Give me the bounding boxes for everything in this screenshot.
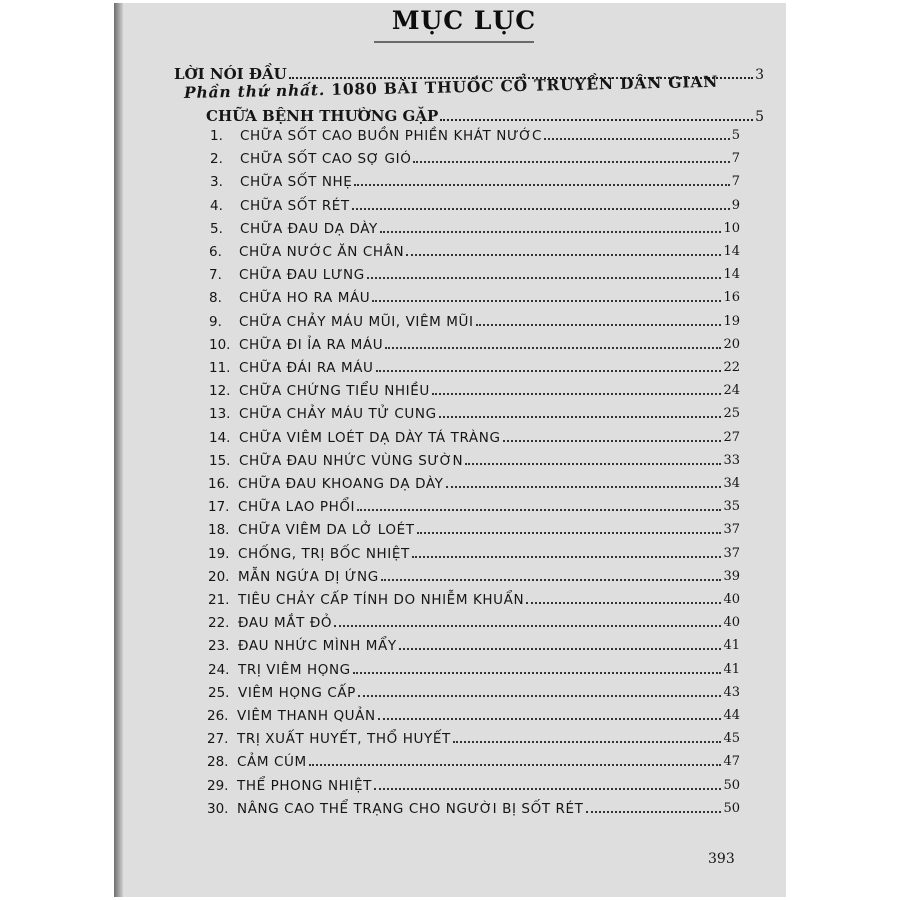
toc-entry (210, 219, 740, 237)
dot-leader (376, 370, 722, 372)
part-subtitle: CHỮA BỆNH THƯỜNG GẶP (206, 107, 439, 125)
toc-entry-label: CHỮA ĐAU KHOANG DẠ DÀY (238, 476, 444, 492)
toc-entry-number: 24. (208, 661, 230, 678)
toc-entry-page: 40 (723, 615, 740, 631)
toc-page (114, 3, 786, 897)
toc-entry-page: 14 (723, 267, 740, 283)
toc-entry (208, 613, 740, 631)
toc-entry-number: 9. (209, 313, 222, 330)
dot-leader (544, 138, 730, 140)
toc-entry-label: CHỮA SỐT RÉT (240, 197, 350, 214)
toc-entry (208, 636, 740, 654)
toc-entry-label: CHỮA ĐÁI RA MÁU (239, 360, 374, 376)
toc-entry (207, 799, 740, 817)
toc-entry-page: 9 (731, 197, 740, 213)
toc-entry-label: ĐAU MẮT ĐỎ (238, 615, 333, 632)
toc-entry-label: CHỮA LAO PHỔI (238, 499, 356, 516)
title-underline (374, 41, 534, 43)
toc-entry-page: 7 (731, 174, 740, 190)
toc-entry-label: CHỮA ĐAU NHỨC VÙNG SƯỜN (239, 452, 464, 469)
toc-entry (208, 590, 740, 608)
toc-entry-page: 50 (723, 777, 740, 793)
toc-entry-number: 15. (209, 452, 231, 469)
book-spine-shadow (114, 3, 123, 897)
toc-entry-label: CHỮA ĐAU LƯNG (239, 267, 365, 284)
toc-entry-label: CHỐNG, TRỊ BỐC NHIỆT (238, 545, 410, 562)
toc-entry-page: 34 (723, 476, 740, 491)
toc-entry-page: 40 (723, 592, 740, 607)
page-title: MỤC LỤC (391, 6, 537, 35)
toc-entry-number: 27. (207, 731, 229, 748)
dot-leader (503, 440, 722, 442)
dot-leader (380, 231, 722, 233)
toc-entry (209, 265, 740, 283)
dot-leader (446, 486, 722, 488)
toc-entry (208, 497, 740, 515)
dot-leader (309, 764, 722, 766)
toc-entry-number: 4. (210, 197, 223, 214)
toc-entry-label: VIÊM HỌNG CẤP (238, 684, 356, 701)
toc-entry-label: CHỮA VIÊM LOÉT DẠ DÀY TÁ TRÀNG (239, 429, 501, 446)
toc-entry-number: 11. (209, 360, 231, 376)
part-label: Phần thứ nhất. (183, 80, 326, 102)
toc-entry-label: NÂNG CAO THỂ TRẠNG CHO NGƯỜI BỊ SỐT RÉT (237, 800, 584, 817)
dot-leader (453, 741, 722, 743)
toc-entry (207, 706, 740, 724)
toc-entry-page: 41 (723, 661, 740, 677)
toc-entry-label: CHỮA SỐT CAO BUỒN PHIỀN KHÁT NƯỚC (240, 128, 543, 144)
dot-leader (432, 393, 722, 395)
toc-entry-page: 10 (723, 220, 740, 236)
dot-leader (399, 648, 722, 650)
toc-entry (209, 428, 740, 446)
toc-entry-number: 6. (209, 244, 222, 260)
dot-leader (354, 184, 729, 186)
toc-entry (210, 196, 740, 214)
dot-leader (378, 718, 722, 720)
dot-leader (412, 556, 722, 558)
dot-leader (334, 625, 721, 627)
part-title: 1080 BÀI THUỐC CỔ TRUYỀN DÂN GIAN (331, 71, 719, 99)
toc-entry (208, 683, 740, 701)
dot-leader (385, 347, 721, 349)
dot-leader (439, 416, 722, 418)
toc-entry-number: 3. (210, 174, 223, 191)
preface-page: 3 (755, 67, 764, 83)
toc-entry-number: 8. (209, 290, 222, 307)
toc-part-row (206, 105, 764, 125)
toc-entry (209, 451, 740, 469)
toc-entry-number: 28. (207, 754, 229, 771)
toc-entry (209, 288, 740, 306)
toc-entry-page: 22 (723, 360, 740, 375)
toc-entry-label: CHỮA SỐT NHẸ (240, 174, 353, 191)
toc-entry-number: 10. (209, 336, 231, 353)
toc-entry-label: CHỮA ĐAU DẠ DÀY (240, 220, 378, 237)
toc-entry-number: 21. (208, 592, 230, 608)
toc-entry-number: 19. (208, 545, 230, 562)
dot-leader (357, 509, 721, 511)
toc-entry-number: 30. (207, 800, 229, 817)
toc-entry-page: 47 (723, 754, 740, 770)
toc-entry-number: 16. (208, 476, 230, 492)
toc-entry (209, 404, 740, 422)
toc-entry-page: 19 (723, 313, 740, 329)
dot-leader (417, 532, 722, 534)
toc-entry-label: TRỊ VIÊM HỌNG (238, 661, 351, 678)
dot-leader (381, 579, 722, 581)
toc-entry-number: 25. (208, 684, 230, 701)
toc-entry (209, 335, 740, 353)
dot-leader (367, 277, 722, 279)
toc-entry-page: 7 (731, 151, 740, 167)
toc-entry (208, 660, 740, 678)
toc-entry-page: 41 (723, 638, 740, 654)
toc-entry-number: 18. (208, 522, 230, 539)
toc-entry (208, 544, 740, 562)
toc-entry-number: 26. (207, 708, 229, 724)
toc-entry-page: 24 (723, 383, 740, 399)
toc-entry-page: 44 (723, 708, 740, 723)
toc-entry-page: 37 (723, 545, 740, 561)
toc-entry-label: CHỮA SỐT CAO SỢ GIÓ (240, 151, 412, 168)
toc-entry-number: 5. (210, 220, 223, 237)
toc-entry-number: 29. (207, 777, 229, 794)
toc-entry (209, 358, 740, 376)
dot-leader (374, 788, 721, 790)
toc-entry (207, 776, 740, 794)
dot-leader (352, 208, 730, 210)
dot-leader (440, 119, 753, 121)
dot-leader (353, 672, 722, 674)
dot-leader (406, 254, 721, 256)
toc-entry-label: CHỮA HO RA MÁU (239, 290, 371, 307)
part-page: 5 (755, 109, 764, 125)
toc-entry (208, 474, 740, 492)
dot-leader (372, 300, 721, 302)
page-number: 393 (708, 851, 735, 867)
toc-entry-label: VIÊM THANH QUẢN (237, 708, 376, 724)
toc-entry (210, 172, 740, 190)
toc-entry-number: 13. (209, 406, 231, 423)
toc-entry-label: THỂ PHONG NHIỆT (237, 777, 372, 794)
dot-leader (465, 463, 721, 465)
book-page-photo (114, 3, 786, 897)
toc-entry (210, 149, 740, 167)
dot-leader (586, 811, 722, 813)
toc-entry-page: 5 (731, 128, 740, 143)
toc-entry-label: ĐAU NHỨC MÌNH MẨY (238, 638, 397, 655)
dot-leader (413, 161, 729, 163)
toc-entry (209, 381, 740, 399)
toc-entry-page: 14 (723, 244, 740, 259)
toc-entry-number: 1. (210, 128, 223, 144)
toc-entry-page: 25 (723, 406, 740, 422)
toc-entry-page: 27 (723, 429, 740, 445)
toc-entry-number: 12. (209, 383, 231, 400)
preface-label: LỜI NÓI ĐẦU (174, 65, 287, 83)
toc-entry-page: 50 (723, 800, 740, 816)
toc-entry-label: TRỊ XUẤT HUYẾT, THỔ HUYẾT (237, 731, 451, 748)
toc-entry-label: CHỮA CHẢY MÁU TỬ CUNG (239, 406, 437, 423)
toc-entry-number: 23. (208, 638, 230, 655)
dot-leader (476, 324, 722, 326)
toc-entry-label: CHỮA VIÊM DA LỞ LOÉT (238, 522, 415, 539)
toc-entry-label: CHỮA ĐI ỈA RA MÁU (239, 336, 384, 353)
toc-entry-page: 20 (723, 336, 740, 352)
toc-entry-page: 45 (723, 731, 740, 747)
toc-entry-label: CHỮA CHỨNG TIỂU NHIỀU (239, 383, 430, 400)
toc-entry (209, 312, 740, 330)
toc-entry (208, 567, 740, 585)
toc-entry-number: 17. (208, 499, 230, 516)
toc-entry-label: CHỮA NƯỚC ĂN CHÂN (239, 244, 405, 260)
toc-entry (207, 729, 740, 747)
toc-entry-label: TIÊU CHẢY CẤP TÍNH DO NHIỄM KHUẨN (238, 592, 525, 608)
dot-leader (358, 695, 722, 697)
toc-entry-page: 33 (723, 452, 740, 468)
toc-entry (209, 242, 740, 260)
toc-entry (208, 520, 740, 538)
toc-entry-page: 37 (723, 522, 740, 538)
toc-entry (207, 752, 740, 770)
toc-entry-label: CẢM CÚM (237, 754, 307, 771)
toc-entry-label: MẪN NGỨA DỊ ỨNG (238, 568, 379, 585)
toc-entry-number: 2. (210, 151, 223, 168)
toc-entry-number: 7. (209, 267, 222, 284)
toc-entry-number: 20. (208, 568, 230, 585)
toc-entry-number: 14. (209, 429, 231, 446)
toc-entry-number: 22. (208, 615, 230, 632)
toc-entry-label: CHỮA CHẢY MÁU MŨI, VIÊM MŨI (239, 313, 474, 330)
toc-entry-page: 39 (723, 568, 740, 584)
toc-entry-page: 35 (723, 499, 740, 515)
dot-leader (526, 602, 721, 604)
toc-entry-page: 16 (723, 290, 740, 306)
toc-entry-page: 43 (723, 684, 740, 700)
toc-entry (210, 126, 740, 144)
